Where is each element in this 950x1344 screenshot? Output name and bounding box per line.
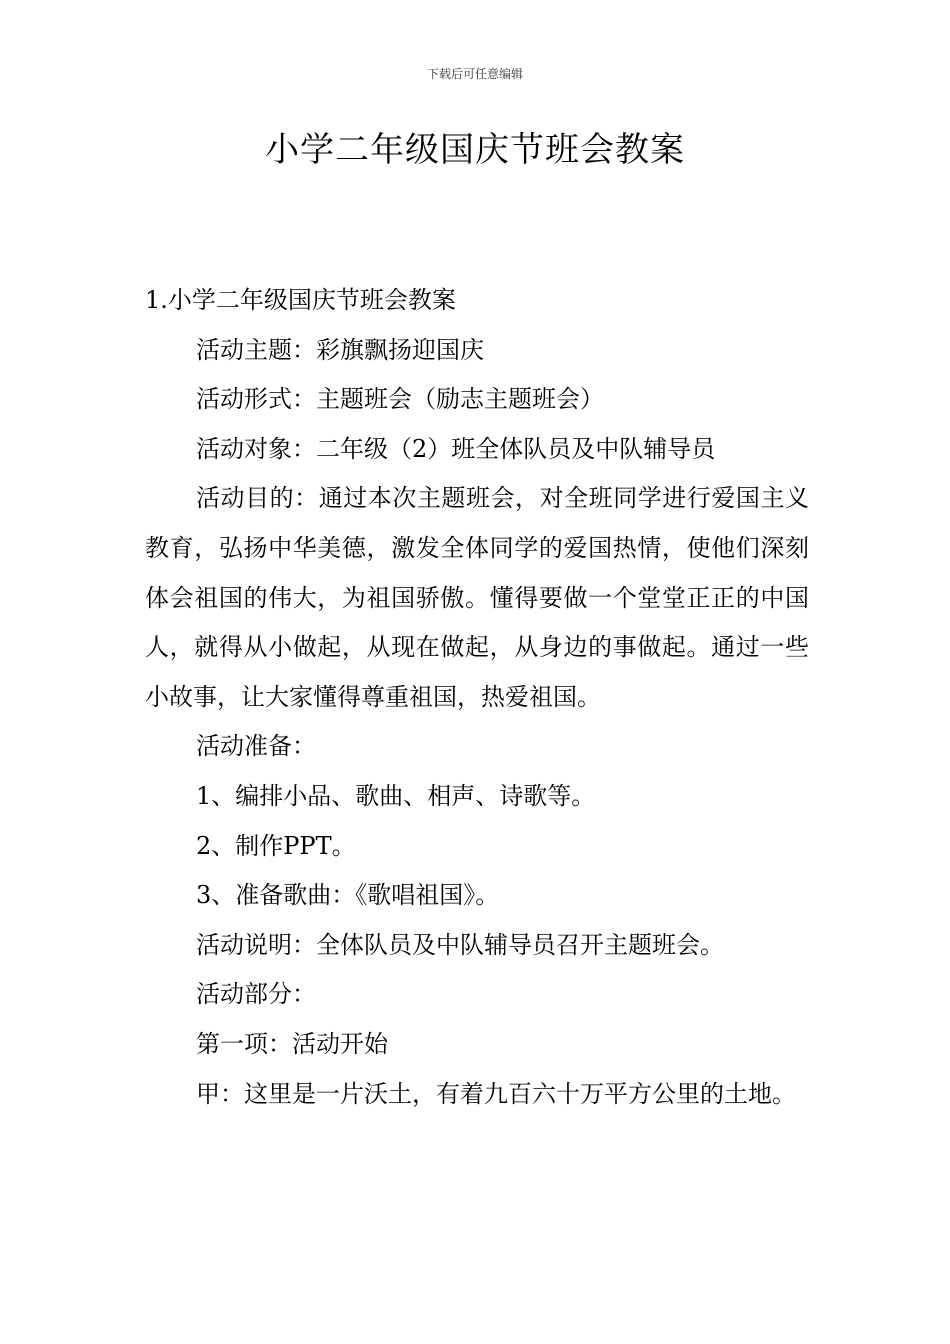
document-body xyxy=(145,276,809,1119)
header-note: 下载后可任意编辑 xyxy=(426,67,523,81)
paragraph-sections: 活动部分： xyxy=(196,980,316,1009)
paragraph-description: 活动说明：全体队员及中队辅导员召开主题班会。 xyxy=(196,930,724,959)
paragraph-heading: 1.小学二年级国庆节班会教案 xyxy=(145,286,456,314)
list-item: 2、制作PPT。 xyxy=(196,831,356,860)
paragraph-format: 活动形式：主题班会（励志主题班会） xyxy=(196,385,604,414)
paragraph-purpose: 活动目的：通过本次主题班会，对全班同学进行爱国主义教育，弘扬中华美德，激发全体同学的爱国热情，使他们深刻体会祖国的伟大，为祖国骄傲。懂得要做一个堂堂正正的中国人，就得从小做起，从现在做起，从身边的事做起。通过一些小故事，让大家懂得尊重祖国，热爱祖国。 xyxy=(145,484,809,711)
paragraph-audience: 活动对象：二年级（2）班全体队员及中队辅导员 xyxy=(196,434,716,463)
paragraph-item-one: 第一项：活动开始 xyxy=(196,1029,388,1058)
paragraph-dialogue: 甲：这里是一片沃土，有着九百六十万平方公里的土地。 xyxy=(196,1079,796,1108)
page-title: 小学二年级国庆节班会教案 xyxy=(265,130,685,170)
list-item: 1、编排小品、歌曲、相声、诗歌等。 xyxy=(196,781,596,810)
paragraph-theme: 活动主题：彩旗飘扬迎国庆 xyxy=(196,335,484,364)
list-item: 3、准备歌曲：《歌唱祖国》。 xyxy=(196,881,500,910)
paragraph-preparation: 活动准备： xyxy=(196,732,316,761)
